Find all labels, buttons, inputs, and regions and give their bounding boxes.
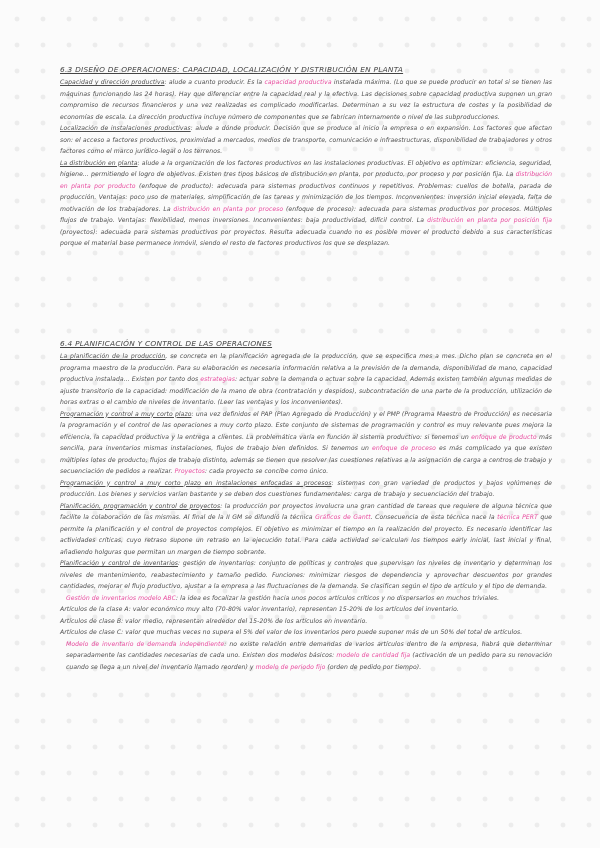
- highlighted-term: distribución en planta por posición fija: [427, 217, 553, 224]
- paragraph: [60, 627, 552, 639]
- body-text: : alude a cuanto producir. Es la: [164, 79, 265, 86]
- body-text: que permite la planificación y el control de proyectos complejos. El objetivo es minimizar el tiempo en la realización del proyecto. Es necesario identificar las actividades críticas, cuyo retraso supone un retraso en la ejecución total. Para cada actividad se calculan los tiempos early inicial, last inicial y final, añadiendo holguras que permitan un margen de tiempo sobrante.: [60, 514, 552, 556]
- paragraph: [60, 77, 552, 123]
- highlighted-term: enfoque de producto: [471, 433, 537, 441]
- body-text: . Consecuencia de esta técnica nace la: [370, 514, 498, 521]
- paragraph: [60, 478, 552, 501]
- highlighted-term: enfoque de proceso: [372, 445, 436, 452]
- section-heading: 6.4 PLANIFICACIÓN Y CONTROL DE LAS OPERACIONES: [60, 339, 273, 348]
- underlined-term: La distribución en planta: [60, 159, 138, 167]
- paragraph: [60, 604, 552, 616]
- paragraph: [60, 351, 552, 409]
- paragraph: [60, 558, 552, 593]
- section-heading: 6.3 DISEÑO DE OPERACIONES: CAPACIDAD, LOCALIZACIÓN Y DISTRIBUCIÓN EN PLANTA: [60, 65, 404, 74]
- body-text: : sistemas con gran variedad de productos y bajos volúmenes de producción. Los bienes y servicios varían bastante y se deben dos cuestiones fundamentales: carga de trabajo y secuenciación del trabajo.: [60, 479, 552, 498]
- paragraph: [60, 616, 552, 628]
- body-text: : cada proyecto se concibe como único.: [205, 468, 329, 475]
- section-design-operations: [60, 64, 552, 250]
- body-text: : no existe relación entre demandas de varios artículos dentro de la empresa, habrá que determinar separadamente las cantidades necesarias de cada uno. Existen dos modelos básicos:: [66, 640, 552, 659]
- underlined-term: La planificación de la producción: [60, 353, 166, 360]
- body-text: (enfoque de proceso): adecuada para sistemas productivos por procesos. Múltiples flujos de trabajo. Ventajas: flexibilidad, menos inversiones. Inconvenientes: baja productividad, difícil control. La: [60, 205, 552, 224]
- body-text: : la idea es focalizar la gestión hacia unos pocos artículos críticos y no dispersarlos en muchos triviales.: [175, 594, 500, 602]
- paragraph: [60, 501, 552, 559]
- highlighted-term: modelo de cantidad fija: [336, 652, 411, 659]
- highlighted-term: Gráficos de Gantt: [315, 514, 371, 521]
- highlighted-term: distribución en planta por proceso: [173, 205, 284, 213]
- underlined-term: Programación y control a muy corto plazo en instalaciones enfocadas a procesos: [60, 479, 332, 487]
- body-text: es más complicado ya que existen múltiples lotes de producto, flujos de trabajo distinto, además se tienen que resolver las cuestiones relativas a la asignación de carga a centros de trabajo y secuenciación de pedidos a realizar.: [60, 445, 553, 475]
- body-text: (enfoque de producto): adecuada para sistemas productivos continuos y repetitivos. Problemas: cuellos de botella, parada de producción. Ventajas: poco uso de materiales, simplificación de las tareas y minimización de los tiempos. Inconvenientes: inversión inicial elevada, falta de motivación de los trabajadores. La: [60, 182, 552, 213]
- section-body: [60, 77, 552, 250]
- body-text: , se concreta en la planificación agregada de la producción, que se especifica mes a mes. Dicho plan se concreta en el programa maestro de la producción. Para su elaboración es necesaria información relativa a la previsión de la demanda, disponibilidad de mano, capacidad productiva instalada... Existen por tanto dos: [60, 353, 552, 383]
- highlighted-term: estrategias: [200, 376, 236, 383]
- body-text: instalada máxima. (Lo que se puede producir en total si se tienen las máquinas funcionando las 24 horas). Hay que diferenciar entre la capacidad real y la efectiva. Las decisiones sobre capacidad productiva suponen un gran compromiso de recursos financieros y una vez realizadas es complicado modificarlas. Determinan a su vez la estructura de costes y la posibilidad de economías de escala. La dirección productiva incluye número de componentes que se fabrican internamente o nivel de las subproducciones.: [60, 79, 552, 121]
- body-text: Artículos de clase C: valor que muchas veces no supera el 5% del valor de los inventarios pero puede suponer más de un 50% del total de artículos.: [60, 629, 523, 636]
- body-text: más sencilla, para inventarios mismas instalaciones, flujos de trabajo bien definidos. Si tenemos un: [60, 433, 552, 452]
- highlighted-term: modelo de periodo fijo: [255, 663, 326, 671]
- underlined-term: Localización de instalaciones productivas: [60, 125, 191, 132]
- underlined-term: Programación y control a muy corto plazo: [60, 410, 192, 418]
- paragraph: [60, 158, 552, 250]
- highlighted-term: distribución en planta por producto: [60, 171, 552, 190]
- highlighted-term: Proyectos: [174, 468, 206, 475]
- body-text: (proyectos): adecuada para sistemas productivos por proyectos. Resulta adecuada cuando no es posible mover el producto debido a sus características porque el material base permanece inmóvil, siendo el resto de factores productivos los que se desplazan.: [60, 228, 552, 247]
- highlighted-term: capacidad productiva: [264, 79, 332, 86]
- body-text: (orden de pedido por tiempo).: [325, 663, 422, 671]
- body-text: : alude a dónde producir. Decisión que se produce al inicio la empresa o en expansión. Los factores que afectan son: el acceso a factores productivos, proximidad a mercados, medios de transporte, comunicación e infraestructuras, disponibilidad de trabajadores y otros factores como el marco jurídico-legal o los terrenos.: [60, 125, 553, 155]
- highlighted-term: técnica PERT: [497, 514, 538, 521]
- underlined-term: Planificación, programación y control de proyectos: [60, 502, 221, 510]
- body-text: : actuar sobre la demanda o actuar sobre la capacidad. Además existen también algunas medidas de ajuste transitorio de la capacidad: modificación de la mano de obra (contratación y despidos), subcontratación de una parte de la producción, utilización de horas extras o el cambio de niveles de inventario. (Leer las ventajas y los inconvenientes).: [60, 376, 552, 406]
- paragraph: [60, 409, 552, 478]
- body-text: Artículos de clase B: valor medio, representan alrededor del 15-20% de los artículos en inventario.: [60, 617, 368, 625]
- underlined-term: Capacidad y dirección productiva: [60, 79, 165, 86]
- paragraph: [60, 593, 552, 605]
- body-text: : una vez definidos el PAP (Plan Agregado de Producción) y el PMP (Programa Maestro de Producción) es necesaria la programación y el control de las operaciones a muy corto plazo. Este conjunto de sistemas de programación y control es muy relevante pues mejora la eficiencia, la capacidad productiva y la entrega a clientes. La problemática varía en función al sistema productivo: si tenemos un: [60, 410, 552, 441]
- body-text: Artículos de la clase A: valor económico muy alto (70-80% valor inventario), representan 15-20% de los artículos del inventario.: [60, 606, 459, 613]
- paragraph: [60, 639, 552, 674]
- body-text: : la producción por proyectos involucra una gran cantidad de tareas que requiere de alguna técnica que facilite la colaboración de las mismas. Al final de la II GM se difundió la técnica: [60, 502, 552, 521]
- highlighted-term: Gestión de inventarios modelo ABC: [66, 594, 176, 602]
- highlighted-term: Modelo de inventario de demanda independiente: [66, 640, 225, 648]
- section-body: [60, 351, 552, 673]
- body-text: : gestión de inventarios: conjunto de políticas y controles que supervisan los niveles de inventario y determinan los niveles de mantenimiento, reabastecimiento y tamaño pedido. Funciones: minimizar riesgos de dependencia y aprovechar descuentos por grandes cantidades, mejorar el flujo productivo, ajustar a la empresa a las fluctuaciones de la demanda. Se clasifican según el tipo de artículo y el tipo de demanda.: [60, 560, 552, 590]
- body-text: : alude a la organización de los factores productivos en las instalaciones productivas. El objetivo es optimizar: eficiencia, seguridad, higiene... permitiendo el logro de objetivos. Existen tres tipos básicos de distribución en planta, por producto, por proceso y por posición fija. La: [60, 159, 552, 178]
- section-planning-control: [60, 338, 552, 673]
- underlined-term: Planificación y control de inventarios: [60, 560, 178, 567]
- body-text: (activación de un pedido para su renovación cuando se llega a un nivel del inventario llamado reorden) y: [66, 652, 552, 671]
- paragraph: [60, 123, 552, 158]
